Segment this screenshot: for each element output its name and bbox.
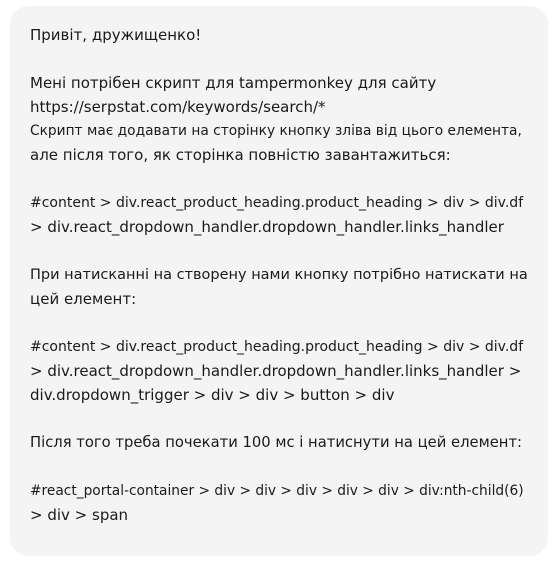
- message-line: #content > div.react_product_heading.product_heading > div > div.df: [30, 339, 524, 355]
- message-line: #content > div.react_product_heading.product_heading > div > div.df: [30, 195, 524, 211]
- message-line: https://serpstat.com/keywords/search/*: [30, 98, 326, 116]
- message-line: div.dropdown_trigger > div > div > button > div: [30, 386, 395, 404]
- message-line: Скрипт має додавати на сторінку кнопку зліва від цього елемента,: [30, 123, 522, 139]
- message-blank-line: [30, 167, 528, 191]
- message-line: Мені потрібен скрипт для tampermonkey для сайту: [30, 74, 437, 92]
- message-line: #react_portal-container > div > div > div > div > div > div:nth-child(6): [30, 483, 524, 499]
- message-line: > div.react_dropdown_handler.dropdown_handler.links_handler: [30, 218, 504, 236]
- message-line: Привіт, дружищенко!: [30, 26, 202, 44]
- message-line: При натисканні на створену нами кнопку потрібно натискати на: [30, 267, 528, 283]
- message-blank-line: [30, 455, 528, 479]
- message-blank-line: [30, 407, 528, 431]
- message-blank-line: [30, 47, 528, 71]
- message-line: Після того треба почекати 100 мс і натиснути на цей елемент:: [30, 434, 523, 451]
- message-line: цей елемент:: [30, 290, 137, 308]
- message-line: > div > span: [30, 506, 129, 524]
- message-line: але після того, як сторінка повністю завантажиться:: [30, 146, 451, 164]
- message-blank-line: [30, 239, 528, 263]
- message-line: > div.react_dropdown_handler.dropdown_handler.links_handler >: [30, 362, 522, 380]
- user-message-bubble: [10, 6, 548, 556]
- message-blank-line: [30, 311, 528, 335]
